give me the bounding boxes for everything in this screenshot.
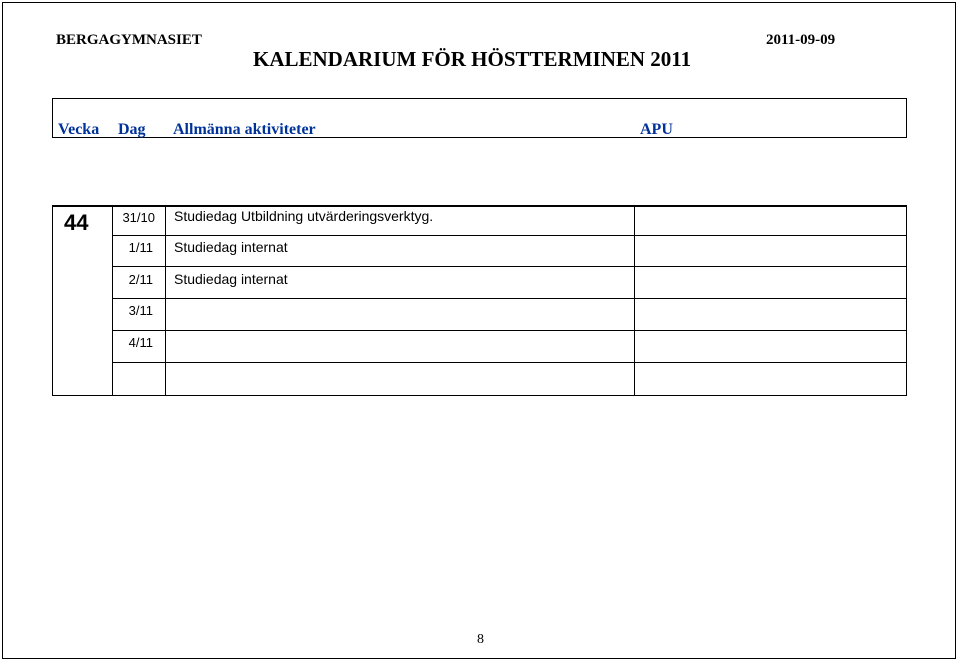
row-divider — [112, 266, 907, 267]
day-cell: 4/11 — [128, 335, 153, 350]
day-cell: 1/11 — [128, 240, 153, 255]
day-cell: 2/11 — [128, 272, 153, 287]
day-column-divider — [165, 205, 166, 396]
week-number: 44 — [64, 210, 89, 235]
day-cell: 31/10 — [122, 210, 155, 225]
column-header-apu: APU — [640, 121, 673, 138]
row-divider — [112, 235, 907, 236]
week-table — [52, 205, 907, 396]
activity-cell: Studiedag internat — [174, 271, 288, 287]
row-divider — [112, 298, 907, 299]
column-header-allmanna-aktiviteter: Allmänna aktiviteter — [173, 121, 316, 138]
document-date: 2011-09-09 — [766, 32, 836, 48]
week-column-divider — [112, 205, 113, 396]
row-divider — [112, 330, 907, 331]
column-header-dag: Dag — [118, 121, 146, 138]
row-divider — [112, 362, 907, 363]
activity-cell: Studiedag internat — [174, 239, 288, 255]
page-title: KALENDARIUM FÖR HÖSTTERMINEN 2011 — [253, 47, 692, 71]
school-name: BERGAGYMNASIET — [56, 32, 202, 48]
week-table-top-rule — [52, 205, 907, 207]
page-number: 8 — [477, 632, 484, 647]
column-header-vecka: Vecka — [58, 121, 100, 138]
day-cell: 3/11 — [128, 303, 153, 318]
activity-cell: Studiedag Utbildning utvärderingsverktyg. — [174, 208, 434, 224]
apu-column-divider — [634, 205, 635, 396]
